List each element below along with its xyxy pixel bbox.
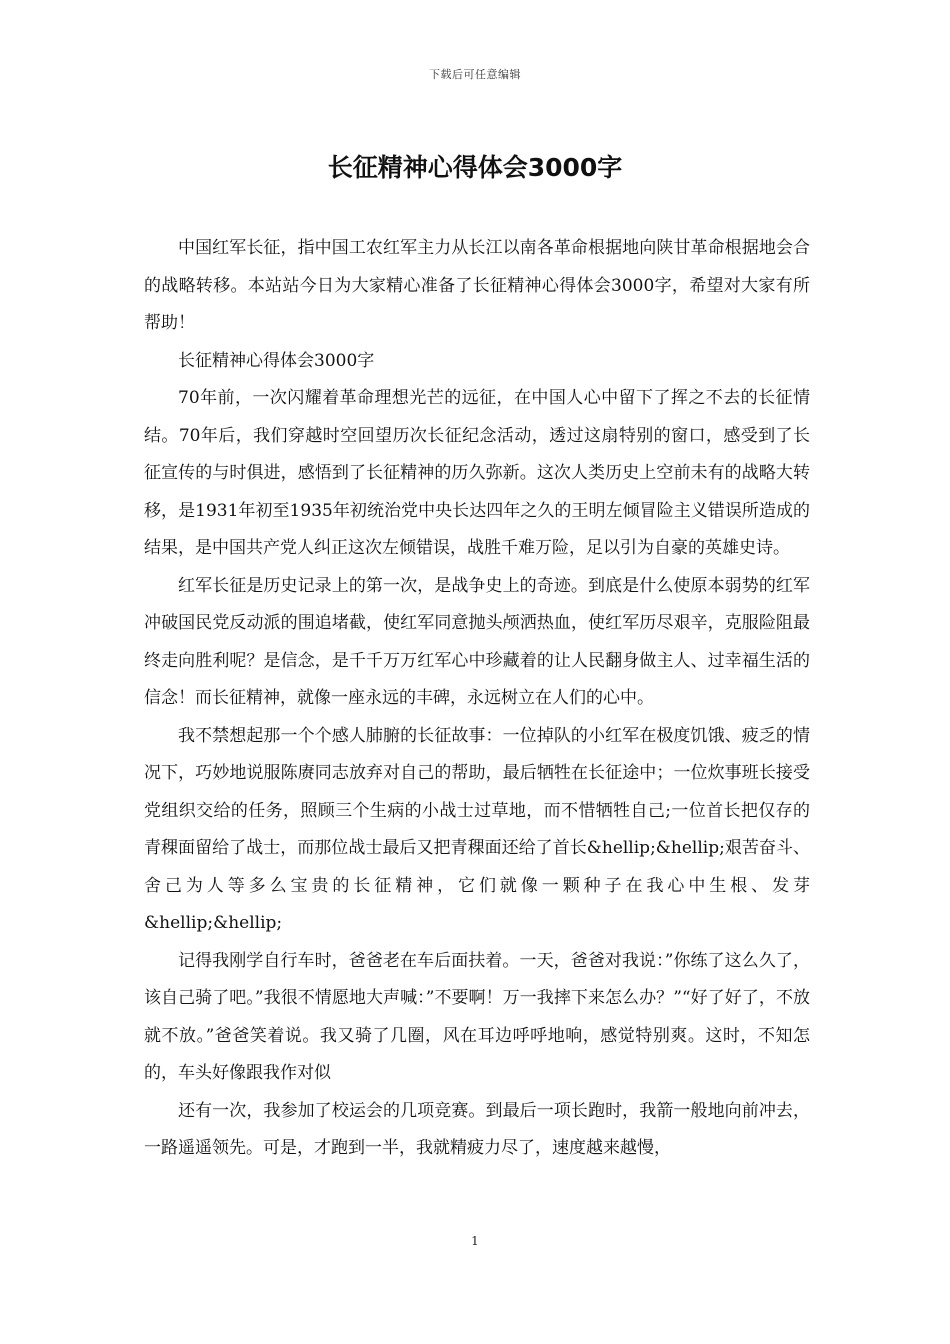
paragraph-miracle: 红军长征是历史记录上的第一次，是战争史上的奇迹。到底是什么使原本弱势的红军冲破国民党反动派的围追堵截，使红军同意抛头颅洒热血，使红军历尽艰辛，克服险阻最终走向胜利呢？是信念，是千千万万红军心中珍藏着的让人民翻身做主人、过幸福生活的信念！而长征精神，就像一座永远的丰碑，永远树立在人们的心中。 <box>144 575 810 708</box>
header-note: 下载后可任意编辑 <box>429 68 521 81</box>
paragraph-bicycle: 记得我刚学自行车时，爸爸老在车后面扶着。一天，爸爸对我说：”你练了这么久了，该自己骑了吧。”我很不情愿地大声喊：”不要啊！万一我摔下来怎么办？”“好了好了，不放就不放。”爸爸笑着说。我又骑了几圈，风在耳边呼呼地响，感觉特别爽。这时，不知怎的，车头好像跟我作对似 <box>144 950 810 1083</box>
page-number: 1 <box>471 1234 479 1248</box>
paragraph-history: 70年前，一次闪耀着革命理想光芒的远征，在中国人心中留下了挥之不去的长征情结。70年后，我们穿越时空回望历次长征纪念活动，透过这扇特别的窗口，感受到了长征宣传的与时俱进，感悟到了长征精神的历久弥新。这次人类历史上空前未有的战略大转移，是1931年初至1935年初统治党中央长达四年之久的王明左倾冒险主义错误所造成的结果，是中国共产党人纠正这次左倾错误，战胜千难万险，足以引为自豪的英雄史诗。 <box>144 388 810 558</box>
document-body <box>144 230 810 1168</box>
paragraph-race: 还有一次，我参加了校运会的几项竞赛。到最后一项长跑时，我箭一般地向前冲去，一路遥遥领先。可是，才跑到一半，我就精疲力尽了，速度越来越慢， <box>144 1100 810 1158</box>
paragraph-stories: 我不禁想起那一个个感人肺腑的长征故事：一位掉队的小红军在极度饥饿、疲乏的情况下，巧妙地说服陈赓同志放弃对自己的帮助，最后牺牲在长征途中；一位炊事班长接受党组织交给的任务，照顾三个生病的小战士过草地，而不惜牺牲自己;一位首长把仅存的青稞面留给了战士，而那位战士最后又把青稞面还给了首长&hellip;&hellip;艰苦奋斗、舍己为人等多么宝贵的长征精神，它们就像一颗种子在我心中生根、发芽&hellip;&hellip; <box>144 725 810 933</box>
paragraph-intro: 中国红军长征，指中国工农红军主力从长江以南各革命根据地向陕甘革命根据地会合的战略转移。本站站今日为大家精心准备了长征精神心得体会3000字，希望对大家有所帮助！ <box>144 238 810 333</box>
document-title: 长征精神心得体会3000字 <box>327 153 623 182</box>
paragraph-subtitle: 长征精神心得体会3000字 <box>178 350 375 371</box>
